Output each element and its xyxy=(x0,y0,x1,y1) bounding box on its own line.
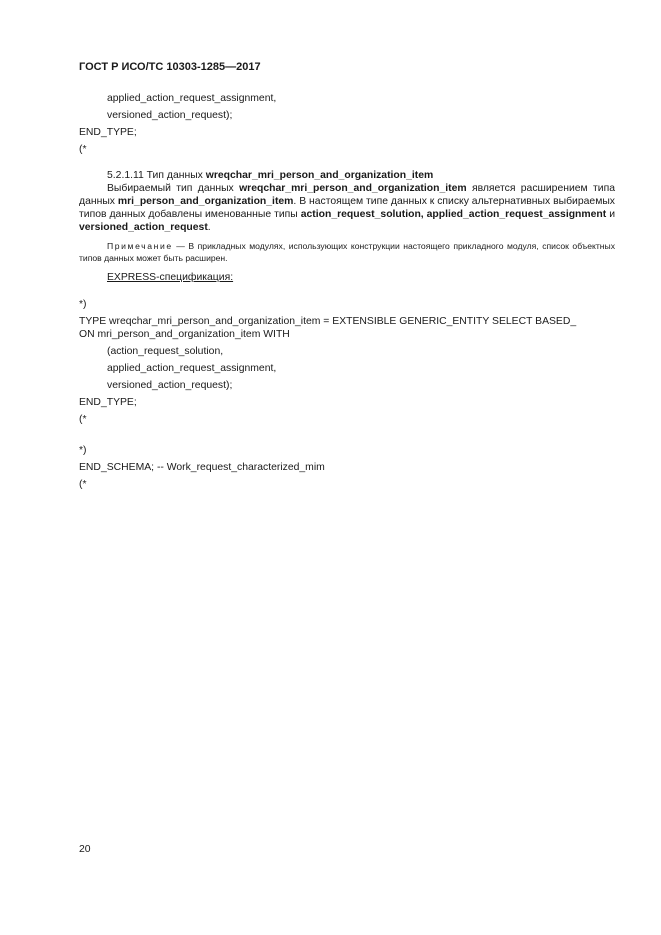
paragraph-text: . xyxy=(207,222,211,233)
code-line: (action_request_solution, xyxy=(107,346,224,357)
code-line: applied_action_request_assignment, xyxy=(107,363,277,374)
paragraph-type-name: wreqchar_mri_person_and_organization_item xyxy=(239,183,467,194)
paragraph-base-type: mri_person_and_organization_item xyxy=(117,196,294,207)
code-line: versioned_action_request); xyxy=(107,380,233,391)
code-line: versioned_action_request); xyxy=(107,110,233,121)
code-line: END_TYPE; xyxy=(79,397,137,408)
paragraph-added-types: action_request_solution, applied_action_request_assignment xyxy=(300,209,607,220)
paragraph-text: является расширением типа данных xyxy=(79,183,615,207)
note-text: — В прикладных модулях, использующих конструкции настоящего прикладного модуля, список объектных типов данных может быть расширен. xyxy=(79,241,615,263)
note-label: Примечание xyxy=(107,241,173,251)
page-header-standard-number: ГОСТ Р ИСО/ТС 10303-1285—2017 xyxy=(79,61,261,73)
code-line: END_SCHEMA; -- Work_request_characterized_mim xyxy=(79,462,325,473)
paragraph-text: Выбираемый тип данных xyxy=(107,183,240,194)
paragraph-text: и xyxy=(606,209,615,220)
section-type-name: wreqchar_mri_person_and_organization_item xyxy=(205,170,434,181)
page-number: 20 xyxy=(79,844,91,855)
code-line: applied_action_request_assignment, xyxy=(107,93,277,104)
code-line: ON mri_person_and_organization_item WITH xyxy=(79,329,290,340)
code-line: TYPE wreqchar_mri_person_and_organization_item = EXTENSIBLE GENERIC_ENTITY SELECT BASED_ xyxy=(79,316,577,327)
code-line: END_TYPE; xyxy=(79,127,137,138)
code-line: (* xyxy=(79,144,87,155)
note xyxy=(79,240,615,264)
code-line: *) xyxy=(79,445,87,456)
code-line: *) xyxy=(79,299,87,310)
code-line: (* xyxy=(79,479,87,490)
section-number: 5.2.1.11 Тип данных xyxy=(107,170,206,181)
section-paragraph xyxy=(79,182,615,234)
paragraph-added-type: versioned_action_request xyxy=(79,222,208,233)
code-line: (* xyxy=(79,414,87,425)
express-specification-label: EXPRESS-спецификация: xyxy=(107,272,234,283)
section-heading xyxy=(107,169,433,182)
paragraph-text: . В настоящем типе данных к списку альтернативных выбираемых типов данных добавлены именованные типы xyxy=(79,196,615,220)
